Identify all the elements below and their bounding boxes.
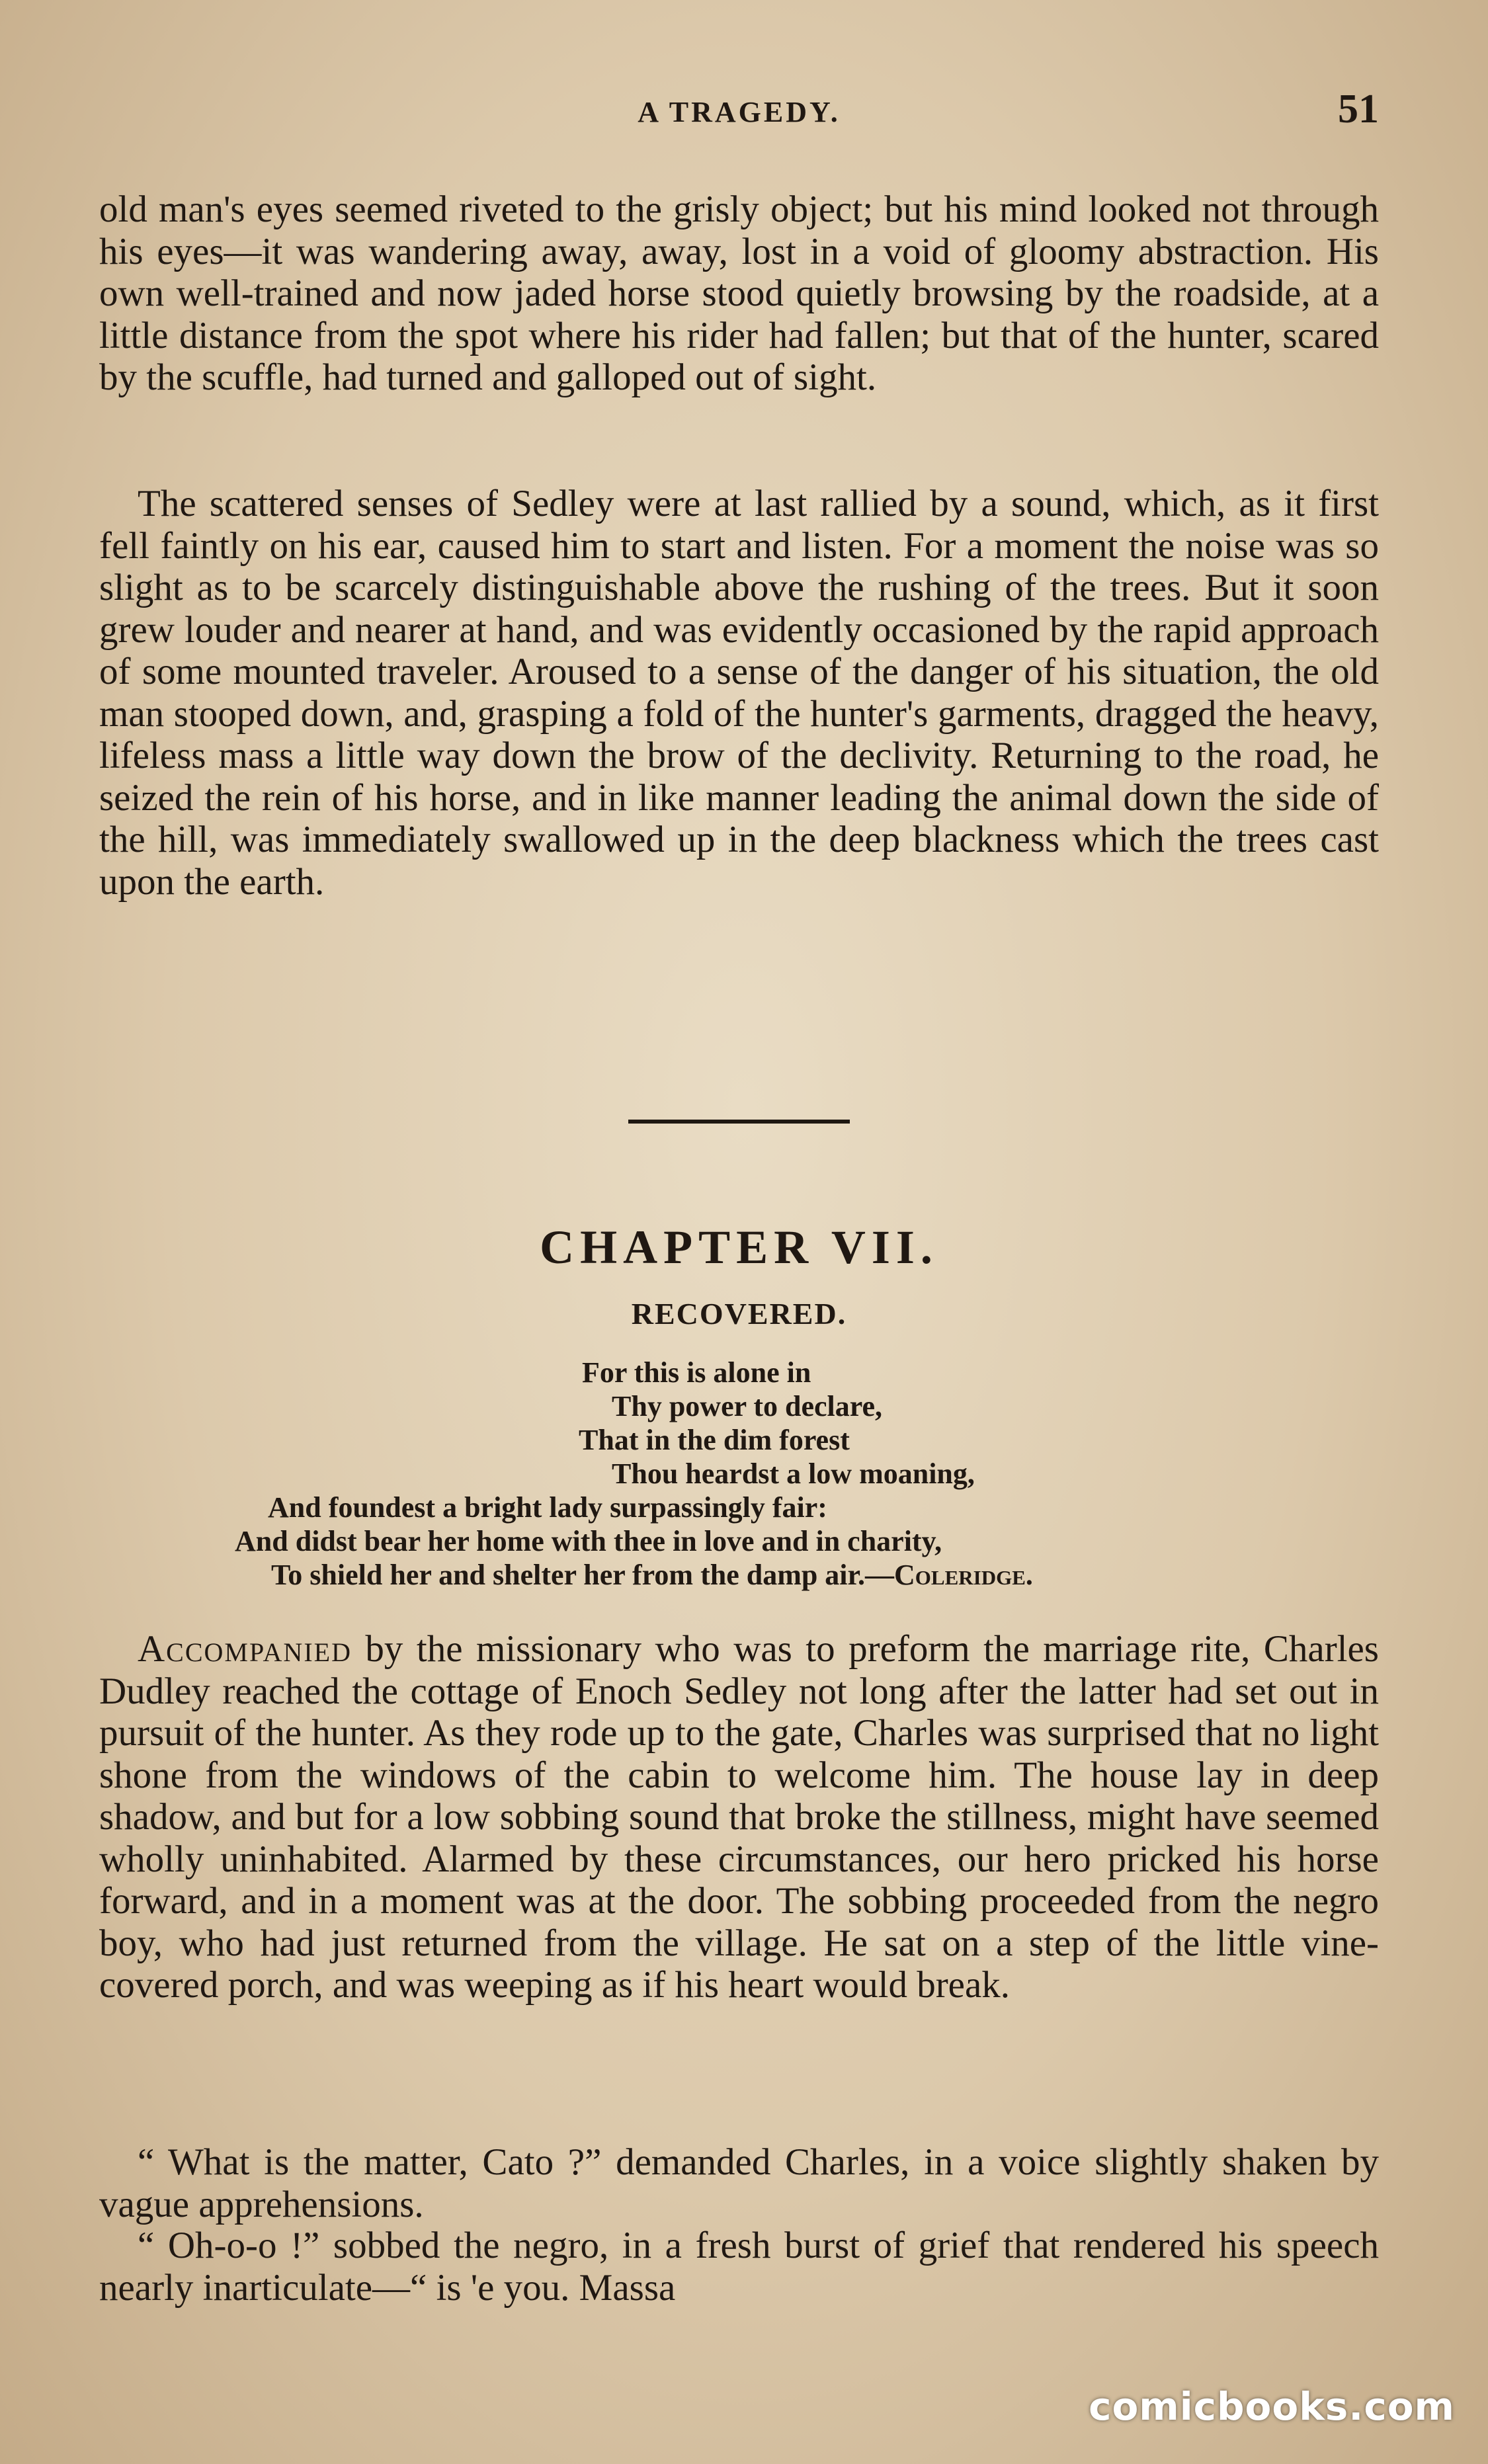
section-divider-rule xyxy=(628,1120,850,1124)
epigraph-line: Thy power to declare, xyxy=(612,1390,882,1422)
epigraph-attribution: Coleridge. xyxy=(894,1559,1033,1591)
paragraph-3-body: by the missionary who was to preform the marriage rite, Charles Dudley reached the cottage of Enoch Sedley not long after the latter had set out in pursuit of the hunter. As they rode up to the gate, Charles was surprised that no light shone from the windows of the cabin to welcome him. The house lay in deep shadow, and but for a low sobbing sound that broke the stillness, might have seemed wholly uninhabited. Alarmed by these circumstances, our hero pricked his horse forward, and in a moment was at the door. The sobbing proceeded from the negro boy, who had just returned from the village. He sat on a step of the little vine-covered porch, and was weeping as if his heart would break. xyxy=(99,1628,1379,2006)
epigraph-line: To shield her and shelter her from the damp air.— xyxy=(271,1559,895,1591)
paragraph-4 xyxy=(99,2141,1379,2225)
epigraph xyxy=(99,1356,1379,1592)
chapter-subtitle: RECOVERED. xyxy=(631,1297,847,1331)
paragraph-3-lead: Accompanied xyxy=(138,1628,352,1670)
watermark-logo: comicbooks.com xyxy=(1089,2384,1455,2429)
epigraph-line: And foundest a bright lady surpassingly fair: xyxy=(268,1491,827,1524)
epigraph-line: And didst bear her home with thee in love and in charity, xyxy=(235,1525,942,1557)
paragraph-2 xyxy=(99,483,1379,903)
paragraph-4-text: “ What is the matter, Cato ?” demanded Charles, in a voice slightly shaken by vague apprehensions. xyxy=(99,2141,1379,2225)
epigraph-last-line xyxy=(271,1558,1379,1592)
epigraph-line: That in the dim forest xyxy=(579,1424,850,1456)
epigraph-line: For this is alone in xyxy=(582,1356,811,1389)
paragraph-3-text xyxy=(99,1628,1379,2006)
paragraph-5-text: “ Oh-o-o !” sobbed the negro, in a fresh burst of grief that rendered his speech nearly inarticulate—“ is 'e you. Massa xyxy=(99,2225,1379,2309)
page-number: 51 xyxy=(1338,87,1379,132)
chapter-heading: CHAPTER VII. xyxy=(540,1221,938,1274)
paragraph-2-text: The scattered senses of Sedley were at last rallied by a sound, which, as it first fell faintly on his ear, caused him to start and listen. For a moment the noise was so slight as to be scarcely distinguishable above the rushing of the trees. But it soon grew louder and nearer at hand, and was evidently occasioned by the rapid approach of some mounted traveler. Aroused to a sense of the danger of his situation, the old man stooped down, and, grasping a fold of the hunter's garments, dragged the heavy, lifeless mass a little way down the brow of the declivity. Returning to the road, he seized the rein of his horse, and in like manner leading the animal down the side of the hill, was immediately swallowed up in the deep blackness which the trees cast upon the earth. xyxy=(99,483,1379,903)
running-head xyxy=(99,86,1379,139)
paragraph-3 xyxy=(99,1628,1379,2006)
paragraph-5 xyxy=(99,2225,1379,2309)
epigraph-line: Thou heardst a low moaning, xyxy=(612,1458,975,1490)
running-title: A TRAGEDY. xyxy=(638,96,841,128)
paragraph-1 xyxy=(99,188,1379,399)
paragraph-1-text: old man's eyes seemed riveted to the grisly object; but his mind looked not through his eyes—it was wandering away, away, lost in a void of gloomy abstraction. His own well-trained and now jaded horse stood quietly browsing by the roadside, at a little distance from the spot where his rider had fallen; but that of the hunter, scared by the scuffle, had turned and galloped out of sight. xyxy=(99,188,1379,398)
